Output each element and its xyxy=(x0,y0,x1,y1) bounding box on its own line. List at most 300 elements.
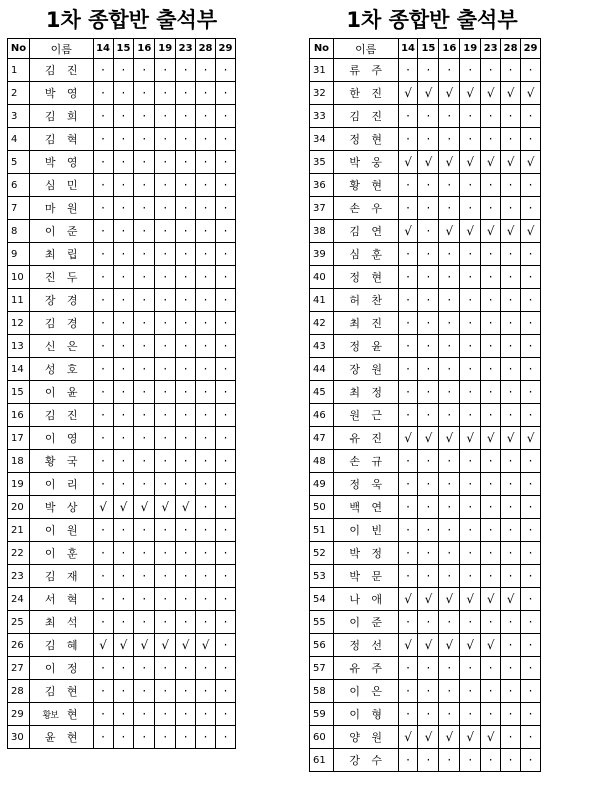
attendance-mark: · xyxy=(481,404,501,427)
attendance-mark: √ xyxy=(439,151,460,174)
attendance-mark: · xyxy=(196,588,216,611)
student-name xyxy=(29,473,93,496)
attendance-mark: · xyxy=(439,404,460,427)
name-last-char: 우 xyxy=(371,202,383,215)
name-first-char: 성 xyxy=(44,363,56,376)
attendance-mark: · xyxy=(196,312,216,335)
attendance-mark: √ xyxy=(93,634,113,657)
name-first-char: 박 xyxy=(349,570,361,583)
date-header: 29 xyxy=(215,39,235,59)
attendance-mark: · xyxy=(398,680,418,703)
row-number: 47 xyxy=(310,427,334,450)
name-first-char: 심 xyxy=(349,248,361,261)
student-name xyxy=(29,542,93,565)
attendance-mark: · xyxy=(398,197,418,220)
date-header: 19 xyxy=(460,39,481,59)
attendance-mark: · xyxy=(481,496,501,519)
table-row xyxy=(8,335,236,358)
date-header: 23 xyxy=(481,39,501,59)
name-last-char: 영 xyxy=(66,432,78,445)
attendance-mark: · xyxy=(93,450,113,473)
attendance-mark: · xyxy=(439,266,460,289)
attendance-mark: · xyxy=(439,611,460,634)
attendance-mark: · xyxy=(398,473,418,496)
attendance-mark: · xyxy=(418,657,439,680)
attendance-mark: · xyxy=(176,588,196,611)
attendance-mark: · xyxy=(460,105,481,128)
attendance-mark: · xyxy=(215,634,235,657)
attendance-sheet-left xyxy=(7,0,236,749)
attendance-mark: · xyxy=(176,473,196,496)
table-row xyxy=(310,174,541,197)
attendance-mark: · xyxy=(134,427,155,450)
attendance-mark: · xyxy=(418,703,439,726)
attendance-mark: · xyxy=(155,220,176,243)
attendance-mark: · xyxy=(501,197,521,220)
attendance-mark: · xyxy=(215,220,235,243)
row-number: 23 xyxy=(8,565,30,588)
attendance-mark: · xyxy=(93,726,113,749)
attendance-mark: · xyxy=(196,450,216,473)
row-number: 6 xyxy=(8,174,30,197)
student-name xyxy=(29,427,93,450)
attendance-mark: · xyxy=(134,105,155,128)
name-last-char: 윤 xyxy=(66,386,78,399)
attendance-mark: · xyxy=(481,450,501,473)
row-number: 25 xyxy=(8,611,30,634)
attendance-mark: · xyxy=(501,128,521,151)
attendance-mark: · xyxy=(215,243,235,266)
name-first-char: 김 xyxy=(44,409,56,422)
attendance-mark: √ xyxy=(460,634,481,657)
attendance-mark: · xyxy=(439,565,460,588)
attendance-mark: √ xyxy=(176,634,196,657)
name-last-char: 찬 xyxy=(371,294,383,307)
attendance-mark: · xyxy=(176,404,196,427)
attendance-mark: · xyxy=(93,588,113,611)
attendance-mark: · xyxy=(418,404,439,427)
attendance-mark: · xyxy=(501,381,521,404)
attendance-mark: √ xyxy=(113,496,134,519)
attendance-mark: · xyxy=(176,59,196,82)
attendance-mark: √ xyxy=(521,220,541,243)
table-row xyxy=(310,657,541,680)
table-row xyxy=(8,381,236,404)
attendance-mark: · xyxy=(439,128,460,151)
name-last-char: 정 xyxy=(371,547,383,560)
student-name xyxy=(333,82,398,105)
attendance-mark: · xyxy=(439,358,460,381)
table-row xyxy=(310,105,541,128)
attendance-mark: · xyxy=(501,243,521,266)
attendance-mark: · xyxy=(134,657,155,680)
attendance-mark: · xyxy=(460,289,481,312)
attendance-mark: √ xyxy=(439,82,460,105)
name-first-char: 이 xyxy=(44,225,56,238)
attendance-mark: · xyxy=(113,703,134,726)
name-first-char: 정 xyxy=(349,639,361,652)
name-first-char: 강 xyxy=(349,754,361,767)
date-header: 16 xyxy=(134,39,155,59)
name-last-char: 정 xyxy=(371,386,383,399)
table-row xyxy=(310,289,541,312)
attendance-mark: · xyxy=(196,358,216,381)
row-number: 19 xyxy=(8,473,30,496)
row-number: 28 xyxy=(8,680,30,703)
row-number: 22 xyxy=(8,542,30,565)
attendance-mark: · xyxy=(398,611,418,634)
attendance-mark: · xyxy=(418,542,439,565)
table-body xyxy=(8,59,236,749)
attendance-mark: √ xyxy=(418,151,439,174)
attendance-mark: √ xyxy=(460,588,481,611)
table-row xyxy=(310,335,541,358)
attendance-mark: · xyxy=(93,381,113,404)
attendance-mark: · xyxy=(481,105,501,128)
attendance-mark: · xyxy=(398,59,418,82)
row-number: 41 xyxy=(310,289,334,312)
table-row xyxy=(8,197,236,220)
attendance-mark: · xyxy=(215,197,235,220)
attendance-mark: · xyxy=(134,358,155,381)
row-number: 50 xyxy=(310,496,334,519)
attendance-mark: √ xyxy=(481,588,501,611)
attendance-mark: · xyxy=(439,335,460,358)
attendance-mark: · xyxy=(460,542,481,565)
student-name xyxy=(29,680,93,703)
name-last-char: 현 xyxy=(66,731,78,744)
attendance-mark: · xyxy=(113,427,134,450)
attendance-mark: · xyxy=(398,519,418,542)
attendance-mark: · xyxy=(481,312,501,335)
name-first-char: 장 xyxy=(44,294,56,307)
attendance-mark: · xyxy=(113,519,134,542)
attendance-mark: · xyxy=(460,358,481,381)
attendance-mark: · xyxy=(134,243,155,266)
name-last-char: 현 xyxy=(66,685,78,698)
name-first-char: 황 xyxy=(349,179,361,192)
attendance-mark: √ xyxy=(398,151,418,174)
attendance-mark: · xyxy=(113,151,134,174)
table-row xyxy=(310,519,541,542)
attendance-mark: · xyxy=(481,128,501,151)
name-first-char: 마 xyxy=(44,202,56,215)
table-row xyxy=(310,611,541,634)
name-first-char: 박 xyxy=(349,156,361,169)
table-row xyxy=(8,588,236,611)
attendance-mark: · xyxy=(418,496,439,519)
attendance-mark: · xyxy=(501,680,521,703)
attendance-mark: · xyxy=(418,358,439,381)
name-header: 이름 xyxy=(29,39,93,59)
table-row xyxy=(8,105,236,128)
table-row xyxy=(310,473,541,496)
attendance-mark: · xyxy=(155,611,176,634)
attendance-mark: √ xyxy=(460,82,481,105)
student-name xyxy=(333,634,398,657)
no-header: No xyxy=(310,39,334,59)
table-row xyxy=(310,59,541,82)
row-number: 17 xyxy=(8,427,30,450)
student-name xyxy=(333,450,398,473)
table-row xyxy=(310,312,541,335)
name-last-char: 문 xyxy=(371,570,383,583)
attendance-mark: · xyxy=(176,519,196,542)
attendance-mark: · xyxy=(113,381,134,404)
attendance-mark: · xyxy=(481,703,501,726)
attendance-mark: · xyxy=(113,128,134,151)
attendance-mark: · xyxy=(93,519,113,542)
attendance-mark: · xyxy=(134,312,155,335)
attendance-mark: · xyxy=(176,358,196,381)
attendance-mark: · xyxy=(481,266,501,289)
attendance-mark: · xyxy=(176,289,196,312)
attendance-mark: · xyxy=(134,151,155,174)
table-row xyxy=(8,289,236,312)
attendance-mark: · xyxy=(481,519,501,542)
attendance-mark: · xyxy=(155,404,176,427)
attendance-mark: · xyxy=(134,404,155,427)
attendance-mark: · xyxy=(460,381,481,404)
student-name xyxy=(29,611,93,634)
attendance-mark: · xyxy=(215,266,235,289)
attendance-mark: √ xyxy=(501,220,521,243)
table-header-row xyxy=(310,39,541,59)
row-number: 57 xyxy=(310,657,334,680)
attendance-mark: √ xyxy=(398,220,418,243)
attendance-mark: · xyxy=(521,381,541,404)
attendance-mark: · xyxy=(418,565,439,588)
attendance-mark: · xyxy=(418,749,439,772)
attendance-mark: · xyxy=(113,82,134,105)
name-first-char: 한 xyxy=(349,87,361,100)
attendance-mark: · xyxy=(176,542,196,565)
row-number: 48 xyxy=(310,450,334,473)
attendance-mark: · xyxy=(521,243,541,266)
student-name xyxy=(333,519,398,542)
attendance-mark: · xyxy=(113,542,134,565)
attendance-mark: · xyxy=(196,243,216,266)
attendance-mark: √ xyxy=(501,588,521,611)
row-number: 44 xyxy=(310,358,334,381)
no-header: No xyxy=(8,39,30,59)
attendance-mark: · xyxy=(460,496,481,519)
attendance-mark: · xyxy=(155,703,176,726)
attendance-mark: · xyxy=(501,450,521,473)
attendance-mark: · xyxy=(418,381,439,404)
attendance-mark: · xyxy=(134,59,155,82)
attendance-mark: · xyxy=(93,427,113,450)
attendance-mark: · xyxy=(460,611,481,634)
name-first-char: 진 xyxy=(44,271,56,284)
table-row xyxy=(310,220,541,243)
name-last-char: 국 xyxy=(66,455,78,468)
attendance-mark: · xyxy=(439,749,460,772)
attendance-mark: √ xyxy=(418,588,439,611)
attendance-mark: · xyxy=(113,473,134,496)
student-name xyxy=(333,59,398,82)
attendance-mark: · xyxy=(196,59,216,82)
table-row xyxy=(310,151,541,174)
attendance-mark: √ xyxy=(93,496,113,519)
table-row xyxy=(310,565,541,588)
table-body xyxy=(310,59,541,772)
name-last-char: 진 xyxy=(371,317,383,330)
attendance-mark: · xyxy=(215,404,235,427)
attendance-mark: √ xyxy=(155,496,176,519)
attendance-mark: · xyxy=(418,105,439,128)
student-name xyxy=(333,611,398,634)
row-number: 36 xyxy=(310,174,334,197)
attendance-mark: · xyxy=(460,174,481,197)
row-number: 46 xyxy=(310,404,334,427)
attendance-mark: · xyxy=(501,703,521,726)
attendance-mark: √ xyxy=(398,588,418,611)
name-first-char: 백 xyxy=(349,501,361,514)
table-row xyxy=(310,404,541,427)
student-name xyxy=(29,266,93,289)
name-first-char: 이 xyxy=(44,478,56,491)
attendance-mark: · xyxy=(113,174,134,197)
name-last-char: 영 xyxy=(66,156,78,169)
student-name xyxy=(29,496,93,519)
attendance-mark: · xyxy=(134,703,155,726)
attendance-mark: · xyxy=(93,611,113,634)
attendance-mark: · xyxy=(134,128,155,151)
student-name xyxy=(333,473,398,496)
attendance-mark: · xyxy=(460,657,481,680)
attendance-mark: · xyxy=(501,312,521,335)
name-last-char: 석 xyxy=(66,616,78,629)
attendance-mark: · xyxy=(196,174,216,197)
row-number: 27 xyxy=(8,657,30,680)
name-first-char: 이 xyxy=(349,616,361,629)
attendance-mark: · xyxy=(460,59,481,82)
attendance-mark: · xyxy=(176,105,196,128)
attendance-mark: · xyxy=(521,450,541,473)
name-first-char: 원 xyxy=(349,409,361,422)
attendance-mark: · xyxy=(176,266,196,289)
name-first-char: 손 xyxy=(349,455,361,468)
table-row xyxy=(310,358,541,381)
name-first-char: 박 xyxy=(44,501,56,514)
attendance-mark: · xyxy=(501,634,521,657)
attendance-mark: · xyxy=(113,565,134,588)
student-name xyxy=(29,381,93,404)
table-row xyxy=(310,496,541,519)
row-number: 9 xyxy=(8,243,30,266)
attendance-mark: · xyxy=(521,496,541,519)
name-first-char: 유 xyxy=(349,662,361,675)
name-last-char: 현 xyxy=(371,133,383,146)
attendance-mark: · xyxy=(481,473,501,496)
student-name xyxy=(333,105,398,128)
name-last-char: 은 xyxy=(371,685,383,698)
attendance-mark: · xyxy=(93,565,113,588)
student-name xyxy=(333,588,398,611)
attendance-mark: · xyxy=(418,197,439,220)
attendance-mark: · xyxy=(521,542,541,565)
attendance-mark: √ xyxy=(439,427,460,450)
attendance-mark: · xyxy=(481,657,501,680)
attendance-mark: · xyxy=(134,611,155,634)
attendance-mark: · xyxy=(481,197,501,220)
student-name xyxy=(333,496,398,519)
name-last-char: 진 xyxy=(66,409,78,422)
attendance-mark: · xyxy=(439,680,460,703)
attendance-mark: · xyxy=(521,404,541,427)
attendance-mark: · xyxy=(521,611,541,634)
attendance-mark: · xyxy=(481,565,501,588)
attendance-mark: · xyxy=(155,59,176,82)
student-name xyxy=(29,588,93,611)
attendance-mark: √ xyxy=(439,588,460,611)
student-name xyxy=(333,220,398,243)
name-first-char: 황보 xyxy=(42,711,58,721)
name-last-char: 원 xyxy=(66,202,78,215)
attendance-mark: · xyxy=(215,611,235,634)
attendance-mark: · xyxy=(93,174,113,197)
attendance-mark: · xyxy=(481,611,501,634)
attendance-mark: √ xyxy=(481,634,501,657)
attendance-mark: · xyxy=(113,611,134,634)
row-number: 61 xyxy=(310,749,334,772)
attendance-mark: · xyxy=(196,151,216,174)
name-first-char: 김 xyxy=(44,685,56,698)
student-name xyxy=(333,404,398,427)
table-row xyxy=(310,82,541,105)
attendance-mark: · xyxy=(176,174,196,197)
attendance-mark: · xyxy=(418,312,439,335)
attendance-mark: · xyxy=(176,128,196,151)
name-first-char: 이 xyxy=(349,708,361,721)
table-header-row xyxy=(8,39,236,59)
student-name xyxy=(29,450,93,473)
table-row xyxy=(8,427,236,450)
attendance-mark: · xyxy=(196,519,216,542)
row-number: 30 xyxy=(8,726,30,749)
student-name xyxy=(29,151,93,174)
attendance-mark: · xyxy=(113,105,134,128)
attendance-mark: · xyxy=(439,450,460,473)
attendance-mark: · xyxy=(439,473,460,496)
attendance-mark: · xyxy=(196,197,216,220)
attendance-mark: · xyxy=(460,266,481,289)
attendance-mark: · xyxy=(113,312,134,335)
row-number: 3 xyxy=(8,105,30,128)
name-first-char: 양 xyxy=(349,731,361,744)
name-last-char: 형 xyxy=(371,708,383,721)
attendance-mark: · xyxy=(460,703,481,726)
table-row xyxy=(310,703,541,726)
name-first-char: 손 xyxy=(349,202,361,215)
date-header: 14 xyxy=(93,39,113,59)
name-first-char: 허 xyxy=(349,294,361,307)
attendance-mark: · xyxy=(398,105,418,128)
row-number: 39 xyxy=(310,243,334,266)
date-header: 29 xyxy=(521,39,541,59)
name-first-char: 나 xyxy=(349,593,361,606)
attendance-mark: √ xyxy=(521,427,541,450)
attendance-mark: · xyxy=(521,703,541,726)
attendance-mark: · xyxy=(93,542,113,565)
date-header: 15 xyxy=(418,39,439,59)
attendance-mark: · xyxy=(439,657,460,680)
attendance-mark: · xyxy=(521,358,541,381)
attendance-mark: · xyxy=(155,542,176,565)
student-name xyxy=(29,404,93,427)
attendance-mark: · xyxy=(196,105,216,128)
